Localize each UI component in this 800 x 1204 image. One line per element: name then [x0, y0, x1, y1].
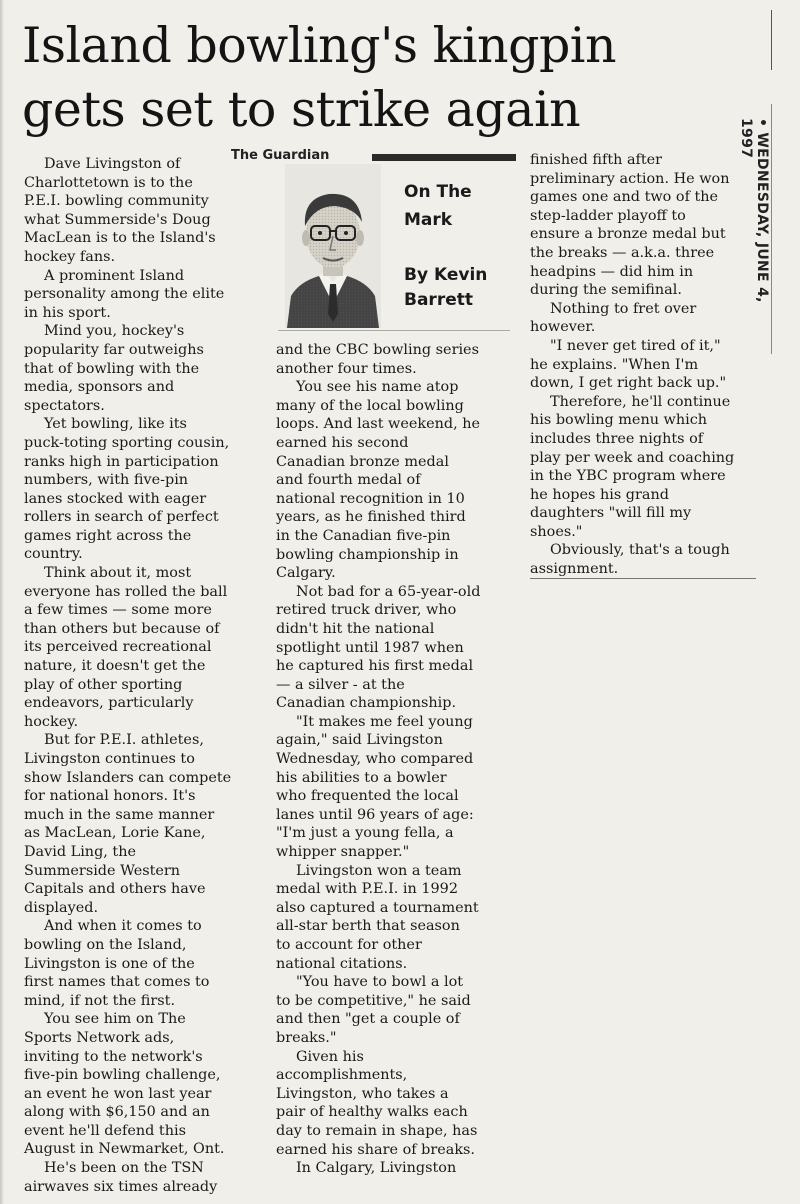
- text-line: MacLean is to the Island's: [24, 230, 216, 247]
- text-line: he explains. "When I'm: [530, 356, 699, 373]
- text-line: that of bowling with the: [24, 360, 200, 377]
- text-line: popularity far outweighs: [24, 341, 204, 358]
- text-line: — a silver - at the: [276, 676, 405, 693]
- text-line: Nothing to fret over: [550, 300, 697, 317]
- byline-line-2: Barrett: [404, 290, 473, 310]
- text-line: daughters "will fill my: [530, 505, 692, 522]
- text-line: retired truck driver, who: [276, 602, 457, 619]
- text-line: Livingston, who takes a: [276, 1085, 449, 1102]
- text-line: who frequented the local: [276, 788, 459, 805]
- headline-line-2: gets set to strike again: [22, 81, 581, 138]
- article-column-1: [24, 155, 231, 1196]
- margin-rule: [771, 10, 772, 70]
- text-line: puck-toting sporting cousin,: [24, 434, 230, 451]
- text-line: Therefore, he'll continue: [550, 393, 731, 410]
- text-line: finished fifth after: [530, 152, 663, 168]
- text-line: show Islanders can compete: [24, 769, 232, 786]
- text-line: in the YBC program where: [530, 468, 726, 485]
- text-line: includes three nights of: [530, 430, 704, 447]
- text-line: inviting to the network's: [24, 1048, 203, 1065]
- text-line: also captured a tournament: [276, 899, 479, 916]
- byline: [404, 263, 487, 313]
- text-line: earned his second: [276, 434, 409, 451]
- text-line: "It makes me feel young: [296, 713, 473, 730]
- text-line: and fourth medal of: [276, 472, 421, 489]
- text-line: Charlottetown is to the: [24, 174, 193, 191]
- text-line: all-star berth that season: [276, 918, 460, 935]
- text-line: And when it comes to: [44, 918, 202, 935]
- headline-line-1: Island bowling's kingpin: [22, 17, 617, 74]
- text-line: in his sport.: [24, 304, 111, 321]
- text-line: P.E.I. bowling community: [24, 193, 209, 210]
- text-line: as MacLean, Lorie Kane,: [24, 825, 206, 842]
- text-line: numbers, with five-pin: [24, 472, 189, 489]
- text-line: hockey.: [24, 713, 79, 730]
- text-line: his abilities to a bowler: [276, 769, 447, 786]
- text-line: spectators.: [24, 397, 105, 414]
- text-line: bowling on the Island,: [24, 936, 187, 953]
- text-line: national citations.: [276, 955, 408, 972]
- text-line: to be competitive," he said: [276, 992, 471, 1009]
- text-line: rollers in search of perfect: [24, 509, 219, 526]
- text-line: Think about it, most: [44, 565, 192, 582]
- columnist-photo: [285, 164, 381, 328]
- text-line: "I'm just a young fella, a: [276, 825, 454, 842]
- text-line: step-ladder playoff to: [530, 207, 686, 224]
- text-line: games one and two of the: [530, 189, 719, 206]
- source-label: The Guardian: [231, 148, 330, 163]
- text-line: his bowling menu which: [530, 412, 708, 429]
- text-line: earned his share of breaks.: [276, 1141, 476, 1158]
- text-line: pair of healthy walks each: [276, 1104, 468, 1121]
- text-line: Livingston is one of the: [24, 955, 195, 972]
- text-line: lanes stocked with eager: [24, 490, 207, 507]
- text-line: however.: [530, 319, 596, 336]
- text-line: everyone has rolled the ball: [24, 583, 228, 600]
- text-line: again," said Livingston: [276, 732, 443, 749]
- text-line: another four times.: [276, 360, 417, 377]
- text-line: event he'll defend this: [24, 1122, 186, 1139]
- text-line: lanes until 96 years of age:: [276, 806, 474, 823]
- text-line: country.: [24, 546, 83, 563]
- text-line: along with $6,150 and an: [24, 1104, 210, 1121]
- text-line: breaks.": [276, 1029, 337, 1046]
- text-line: Mind you, hockey's: [44, 323, 185, 340]
- text-line: spotlight until 1987 when: [276, 639, 464, 656]
- text-line: Canadian bronze medal: [276, 453, 449, 470]
- text-line: many of the local bowling: [276, 397, 464, 414]
- text-line: Dave Livingston of: [44, 156, 181, 172]
- text-line: bowling championship in: [276, 546, 459, 563]
- text-line: preliminary action. He won: [530, 170, 730, 187]
- article-column-2: [276, 341, 480, 1178]
- date-stamp: • WEDNESDAY, JUNE 4, 1997: [738, 118, 770, 303]
- text-line: Given his: [296, 1048, 364, 1065]
- text-line: years, as he finished third: [276, 509, 466, 526]
- text-line: In Calgary, Livingston: [296, 1160, 457, 1177]
- text-line: You see his name atop: [296, 379, 459, 396]
- text-line: He's been on the TSN: [44, 1160, 204, 1177]
- text-line: Yet bowling, like its: [44, 416, 187, 433]
- column-header-bar: [372, 154, 516, 161]
- text-line: "You have to bowl a lot: [296, 974, 464, 991]
- headline: [22, 14, 752, 142]
- text-line: shoes.": [530, 523, 583, 540]
- text-line: airwaves six times already: [24, 1178, 218, 1195]
- text-line: headpins — did him in: [530, 263, 694, 280]
- text-line: play of other sporting: [24, 676, 183, 693]
- text-line: first names that comes to: [24, 974, 210, 991]
- text-line: the breaks — a.k.a. three: [530, 244, 715, 261]
- text-line: ranks high in participation: [24, 453, 219, 470]
- text-line: Sports Network ads,: [24, 1029, 175, 1046]
- text-line: But for P.E.I. athletes,: [44, 732, 204, 749]
- text-line: You see him on The: [44, 1011, 186, 1028]
- text-line: during the semifinal.: [530, 282, 682, 299]
- text-line: whipper snapper.": [276, 844, 410, 861]
- text-line: David Ling, the: [24, 843, 136, 860]
- article-column-3: [530, 151, 734, 579]
- article-end-rule: [530, 578, 756, 579]
- text-line: and then "get a couple of: [276, 1011, 460, 1028]
- text-line: endeavors, particularly: [24, 695, 194, 712]
- text-line: hockey fans.: [24, 248, 116, 265]
- text-line: nature, it doesn't get the: [24, 658, 206, 675]
- text-line: for national honors. It's: [24, 788, 196, 805]
- byline-line-1: By Kevin: [404, 265, 488, 285]
- text-line: day to remain in shape, has: [276, 1122, 478, 1139]
- column-name-line-2: Mark: [404, 210, 453, 230]
- text-line: loops. And last weekend, he: [276, 416, 481, 433]
- text-line: Summerside Western: [24, 862, 181, 879]
- text-line: media, sponsors and: [24, 379, 175, 396]
- text-line: and the CBC bowling series: [276, 342, 479, 358]
- text-line: a few times — some more: [24, 602, 212, 619]
- text-line: than others but because of: [24, 620, 220, 637]
- text-line: assignment.: [530, 561, 619, 578]
- text-line: A prominent Island: [44, 267, 185, 284]
- text-line: displayed.: [24, 899, 99, 916]
- text-line: mind, if not the first.: [24, 992, 176, 1009]
- text-line: Livingston continues to: [24, 751, 195, 767]
- text-line: games right across the: [24, 527, 192, 544]
- text-line: to account for other: [276, 937, 422, 953]
- date-stamp-rule: [771, 104, 772, 354]
- text-line: five-pin bowling challenge,: [24, 1067, 221, 1084]
- clipping-edge: [0, 0, 4, 1204]
- text-line: ensure a bronze medal but: [530, 226, 726, 243]
- text-line: medal with P.E.I. in 1992: [276, 881, 458, 898]
- text-line: Livingston won a team: [296, 862, 462, 879]
- column-name-line-1: On The: [404, 182, 472, 202]
- text-line: personality among the elite: [24, 286, 225, 303]
- text-line: "I never get tired of it,": [550, 337, 721, 354]
- text-line: national recognition in 10: [276, 490, 465, 507]
- text-line: what Summerside's Doug: [24, 211, 211, 228]
- text-line: accomplishments,: [276, 1067, 408, 1084]
- text-line: its perceived recreational: [24, 639, 212, 656]
- text-line: he captured his first medal: [276, 658, 474, 675]
- text-line: much in the same manner: [24, 806, 215, 823]
- text-line: down, I get right back up.": [530, 375, 727, 392]
- text-line: August in Newmarket, Ont.: [24, 1141, 225, 1158]
- text-line: Not bad for a 65-year-old: [296, 583, 481, 600]
- text-line: Calgary.: [276, 565, 336, 582]
- text-line: didn't hit the national: [276, 620, 435, 637]
- text-line: Wednesday, who compared: [276, 751, 474, 768]
- column-divider: [278, 330, 510, 331]
- text-line: in the Canadian five-pin: [276, 527, 451, 544]
- text-line: Capitals and others have: [24, 881, 206, 898]
- text-line: an event he won last year: [24, 1085, 212, 1102]
- column-name: [404, 178, 472, 234]
- text-line: Canadian championship.: [276, 695, 457, 712]
- text-line: play per week and coaching: [530, 449, 735, 466]
- text-line: Obviously, that's a tough: [550, 542, 730, 559]
- text-line: he hopes his grand: [530, 486, 669, 503]
